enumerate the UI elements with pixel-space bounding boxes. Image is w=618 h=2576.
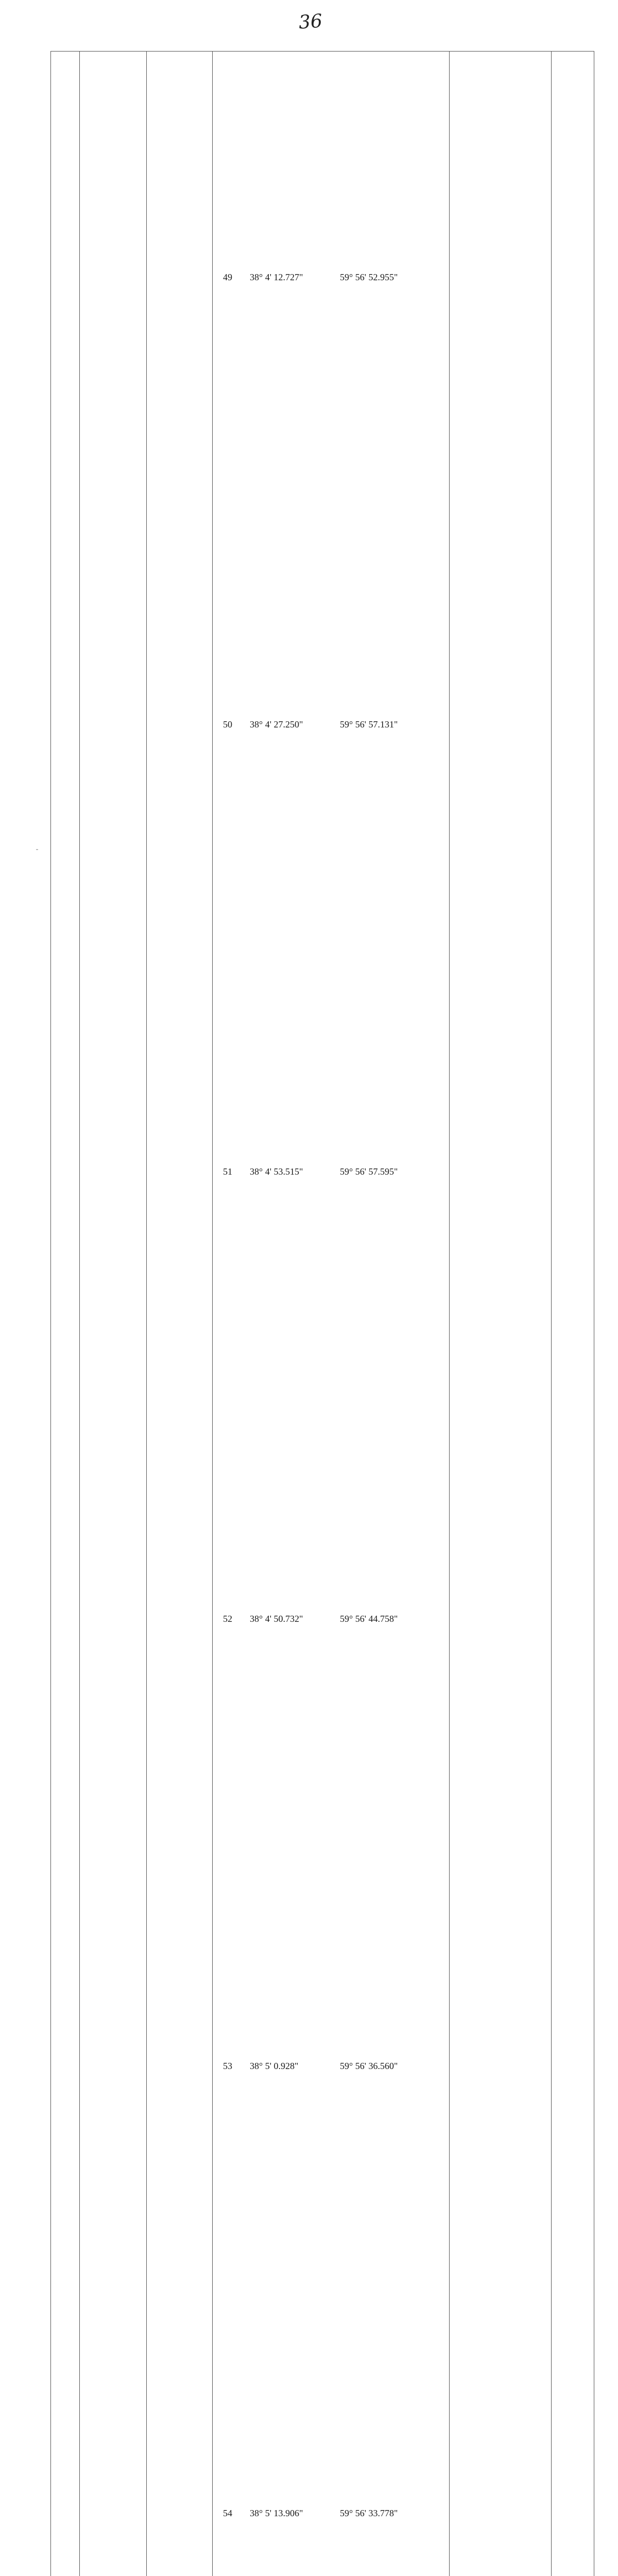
longitude-value: 38° 5' 13.906": [250, 2290, 340, 2576]
point-number: 54: [223, 2290, 250, 2576]
cell-area-empty: [552, 52, 594, 2576]
point-number: 49: [223, 54, 250, 501]
coordinates-list: [223, 54, 443, 2576]
table-row-coordinates: [51, 52, 594, 2576]
coordinate-row: [223, 948, 443, 1395]
cell-num-empty: [51, 52, 80, 2576]
cell-coordinates: [213, 52, 450, 2576]
latitude-value: 59° 56' 44.758": [340, 1395, 443, 1842]
point-number: 52: [223, 1395, 250, 1842]
longitude-value: 38° 4' 27.250": [250, 501, 340, 948]
coordinate-row: [223, 54, 443, 501]
cell-purpose-empty: [450, 52, 552, 2576]
scan-speck: [36, 849, 38, 850]
longitude-value: 38° 4' 12.727": [250, 54, 340, 501]
fishing-sites-table: [50, 51, 594, 2576]
longitude-value: 38° 5' 0.928": [250, 1842, 340, 2290]
latitude-value: 59° 56' 36.560": [340, 1842, 443, 2290]
point-number: 53: [223, 1842, 250, 2290]
cell-site-empty: [147, 52, 213, 2576]
page-number: 36: [298, 10, 323, 33]
latitude-value: 59° 56' 57.595": [340, 948, 443, 1395]
coordinate-row: [223, 2290, 443, 2576]
latitude-value: 59° 56' 57.131": [340, 501, 443, 948]
longitude-value: 38° 4' 50.732": [250, 1395, 340, 1842]
coordinate-row: [223, 1842, 443, 2290]
point-number: 51: [223, 948, 250, 1395]
coordinate-row: [223, 501, 443, 948]
coordinate-row: [223, 1395, 443, 1842]
latitude-value: 59° 56' 52.955": [340, 54, 443, 501]
latitude-value: 59° 56' 33.778": [340, 2290, 443, 2576]
longitude-value: 38° 4' 53.515": [250, 948, 340, 1395]
point-number: 50: [223, 501, 250, 948]
cell-waterbody-empty: [80, 52, 147, 2576]
